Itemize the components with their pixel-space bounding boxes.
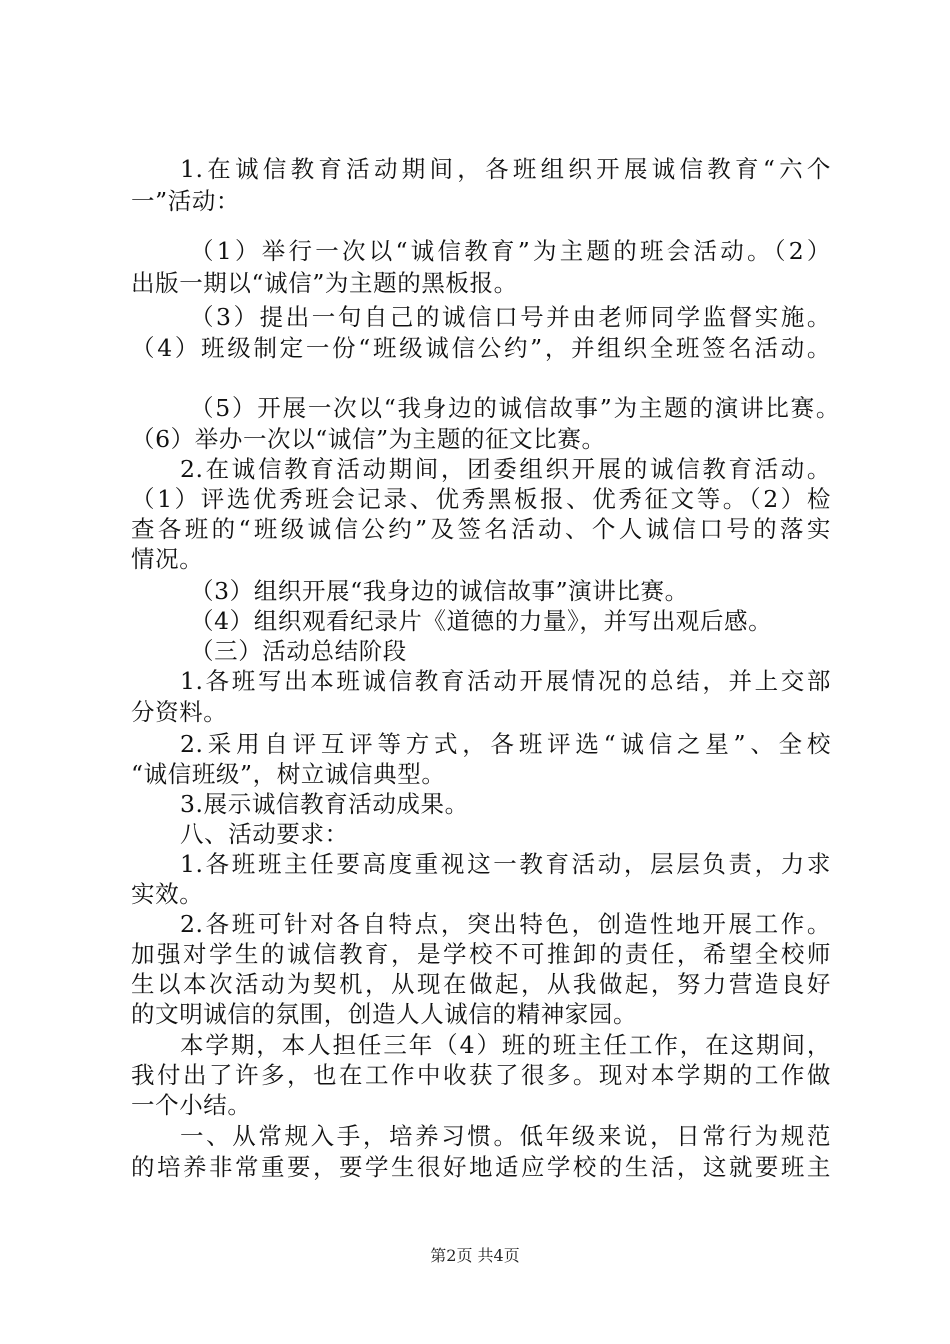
text-line: （5）开展一次以“我身边的诚信故事”为主题的演讲比赛。 [190, 394, 840, 422]
text-line: 2.各班可针对各自特点，突出特色，创造性地开展工作。 [180, 910, 831, 938]
section-heading: 八、活动要求： [180, 820, 349, 848]
text-line: 生以本次活动为契机，从现在做起，从我做起，努力营造良好 [131, 970, 831, 998]
text-line: 加强对学生的诚信教育，是学校不可推卸的责任，希望全校师 [131, 940, 831, 968]
text-line: （4）班级制定一份“班级诚信公约”，并组织全班签名活动。 [131, 334, 831, 362]
text-line: 实效。 [131, 880, 204, 908]
text-line: 3.展示诚信教育活动成果。 [180, 790, 469, 818]
text-line: 1.各班写出本班诚信教育活动开展情况的总结，并上交部 [180, 667, 831, 695]
text-line: 的文明诚信的氛围，创造人人诚信的精神家园。 [131, 1000, 638, 1028]
text-line: 查各班的“班级诚信公约”及签名活动、个人诚信口号的落实 [131, 515, 831, 543]
text-line: （3）组织开展“我身边的诚信故事”演讲比赛。 [190, 577, 689, 605]
text-line: 情况。 [131, 545, 204, 573]
text-line: （1）举行一次以“诚信教育”为主题的班会活动。（2） [190, 237, 831, 265]
text-line: 的培养非常重要，要学生很好地适应学校的生活，这就要班主 [131, 1153, 831, 1181]
text-line: 2.在诚信教育活动期间，团委组织开展的诚信教育活动。 [180, 455, 831, 483]
text-line: 本学期，本人担任三年（4）班的班主任工作，在这期间， [180, 1031, 831, 1059]
text-line: 分资料。 [131, 698, 228, 726]
text-line: 一、从常规入手，培养习惯。低年级来说，日常行为规范 [180, 1122, 831, 1150]
section-heading: （三）活动总结阶段 [190, 637, 407, 665]
text-line: （4）组织观看纪录片《道德的力量》，并写出观后感。 [190, 607, 773, 635]
text-line: （1）评选优秀班会记录、优秀黑板报、优秀征文等。（2）检 [131, 485, 831, 513]
text-line: 我付出了许多，也在工作中收获了很多。现对本学期的工作做 [131, 1061, 831, 1089]
text-line: 一”活动： [131, 187, 241, 215]
text-line: “诚信班级”，树立诚信典型。 [131, 760, 446, 788]
text-line: 2.采用自评互评等方式，各班评选“诚信之星”、全校 [180, 730, 831, 758]
text-line: 1.各班班主任要高度重视这一教育活动，层层负责，力求 [180, 850, 831, 878]
text-line: （6）举办一次以“诚信”为主题的征文比赛。 [131, 425, 606, 453]
text-line: 一个小结。 [131, 1091, 252, 1119]
page-number-footer: 第2页 共4页 [430, 1246, 520, 1265]
text-line: （3）提出一句自己的诚信口号并由老师同学监督实施。 [190, 303, 831, 331]
text-line: 1.在诚信教育活动期间，各班组织开展诚信教育“六个 [180, 155, 831, 183]
text-line: 出版一期以“诚信”为主题的黑板报。 [131, 269, 518, 297]
